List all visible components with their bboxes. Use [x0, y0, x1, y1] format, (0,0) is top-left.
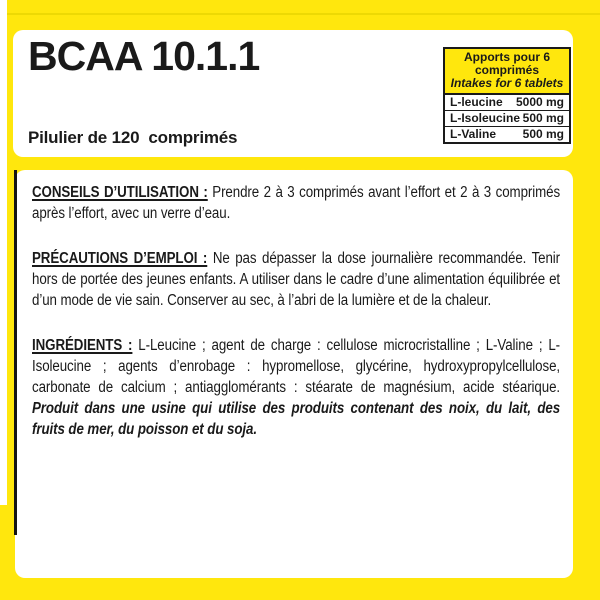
- nutrition-row-isoleucine: [445, 111, 569, 127]
- allergen-note: Produit dans une usine qui utilise des produits contenant des noix, du lait, des fruits de mer, du poisson et du soja.: [32, 400, 561, 438]
- precautions-body: Ne pas dépasser la dose journalière recommandée. Tenir hors de portée des jeunes enfants. A utiliser dans le cadre d’une alimentation équilibrée et d’un mode de vie sain. Conserver au sec, à l’abri de la lumière et de la chaleur.: [32, 250, 561, 309]
- nutrient-name: L-Valine: [450, 127, 497, 141]
- usage-body: Prendre 2 à 3 comprimés avant l’effort et 2 à 3 comprimés après l’effort, avec un verre d’eau.: [32, 184, 561, 222]
- product-title: BCAA 10.1.1: [28, 33, 260, 79]
- nutrition-row-valine: [445, 127, 569, 142]
- nutrition-table-header: [445, 49, 569, 95]
- nutrition-table: [443, 47, 571, 144]
- nutrient-value: 500 mg: [522, 111, 564, 125]
- usage-section: [32, 182, 560, 224]
- usage-heading: CONSEILS D’UTILISATION :: [32, 184, 208, 201]
- precautions-heading: PRÉCAUTIONS D’EMPLOI :: [32, 250, 208, 267]
- pill-count-subtitle: Pilulier de 120 comprimés: [28, 128, 238, 147]
- panel-left-black-line: [14, 170, 17, 535]
- nutrition-header-en: Intakes for 6 tablets: [450, 76, 564, 90]
- info-panel: [15, 170, 573, 578]
- ingredients-body: L-Leucine ; agent de charge : cellulose microcristalline ; L-Valine ; L-Isoleucine ; agents d’enrobage : hypromellose, glycérine, hydroxypropylcellulose, carbonate de calcium ; antiagglomérants : stéarate de magnésium, acide stéarique.: [32, 337, 561, 396]
- nutrition-row-leucine: [445, 95, 569, 111]
- ingredients-heading: INGRÉDIENTS :: [32, 337, 133, 354]
- nutrient-name: L-leucine: [450, 95, 503, 109]
- nutrient-value: 500 mg: [522, 127, 564, 141]
- ingredients-section: [32, 335, 560, 440]
- nutrition-header-fr-line1: Apports pour 6: [464, 50, 550, 64]
- nutrient-value: 5000 mg: [515, 95, 564, 109]
- nutrient-name: L-Isoleucine: [450, 111, 521, 125]
- precautions-section: [32, 248, 560, 311]
- label-left-edge: [0, 0, 7, 505]
- label-top-fold-line: [7, 13, 600, 15]
- info-panel-content: [32, 182, 560, 464]
- nutrition-header-fr-line2: comprimés: [474, 63, 540, 77]
